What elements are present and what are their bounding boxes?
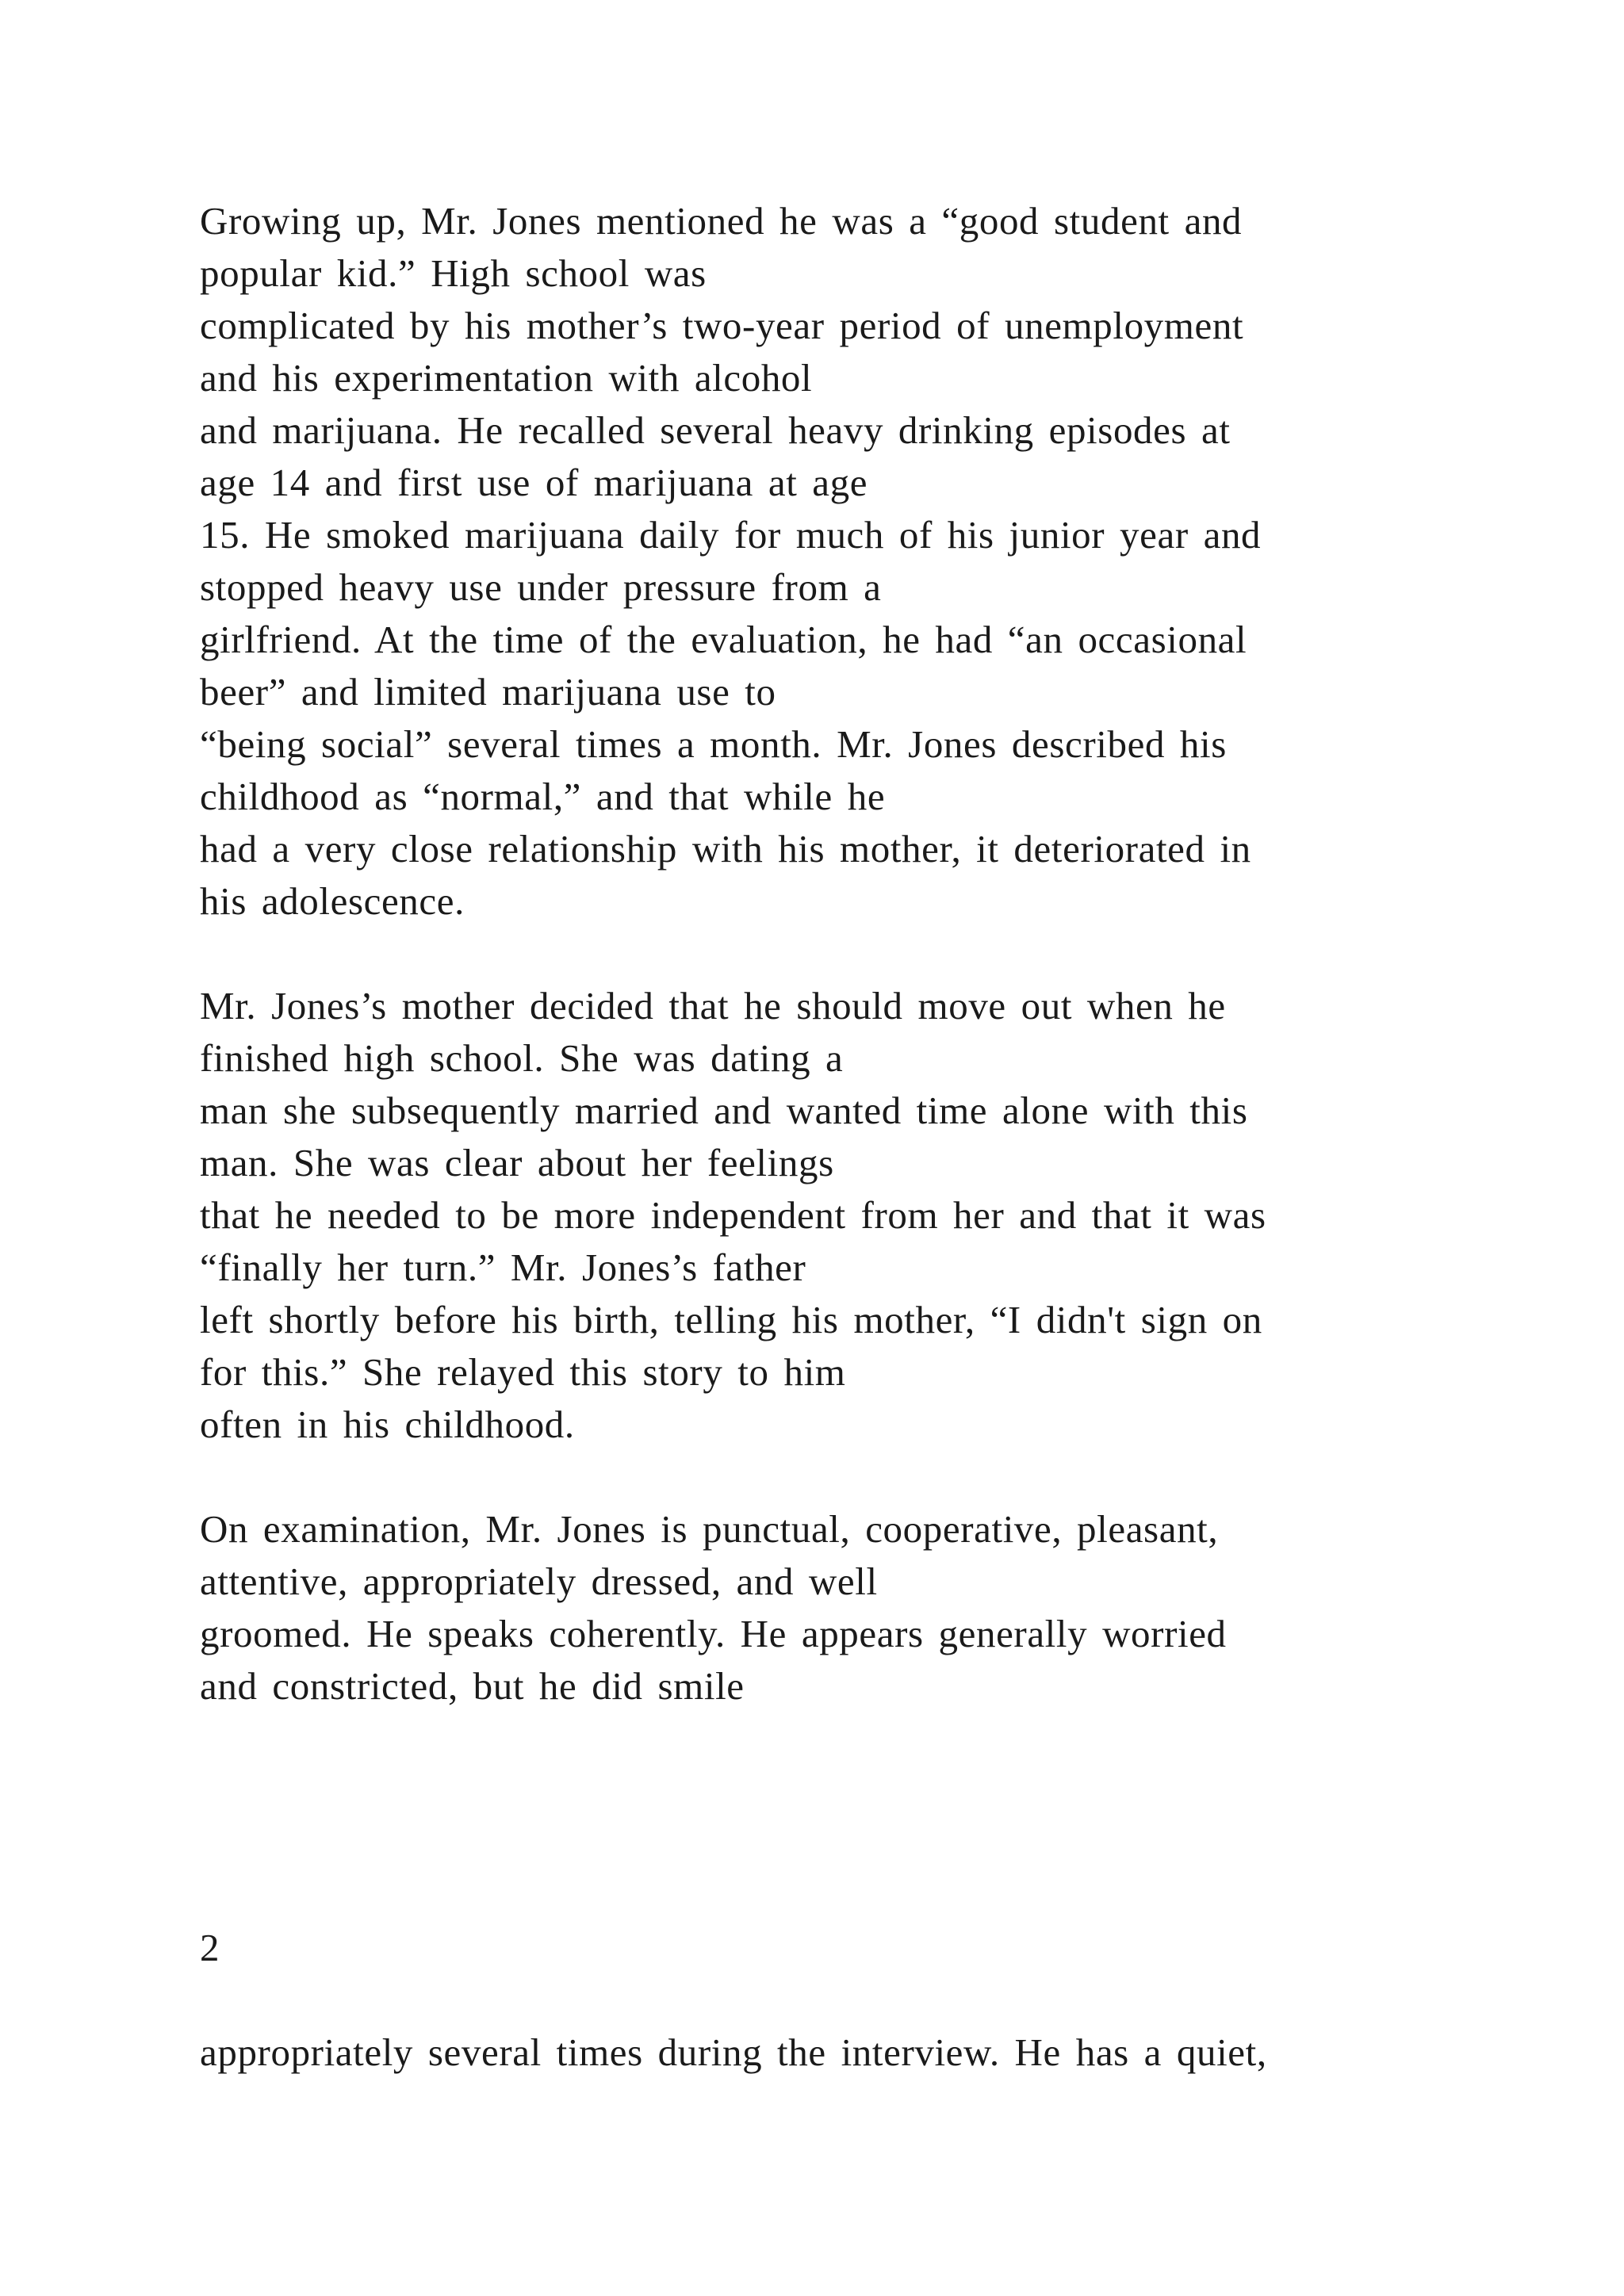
text-line: On examination, Mr. Jones is punctual, cooperative, pleasant, bbox=[200, 1507, 1219, 1551]
text-line: groomed. He speaks coherently. He appears generally worried bbox=[200, 1612, 1227, 1655]
text-line: and constricted, but he did smile bbox=[200, 1664, 745, 1708]
text-line: often in his childhood. bbox=[200, 1402, 575, 1446]
text-line: that he needed to be more independent from her and that it was bbox=[200, 1193, 1266, 1237]
text-line: left shortly before his birth, telling his mother, “I didn't sign on bbox=[200, 1298, 1262, 1341]
text-line: complicated by his mother’s two-year period of unemployment bbox=[200, 304, 1244, 347]
paragraph-background-history bbox=[200, 195, 1548, 928]
text-line: for this.” She relayed this story to him bbox=[200, 1350, 846, 1394]
text-line: Growing up, Mr. Jones mentioned he was a “good student and bbox=[200, 199, 1243, 243]
text-line: “being social” several times a month. Mr. Jones described his bbox=[200, 722, 1227, 766]
text-line: appropriately several times during the interview. He has a quiet, bbox=[200, 2030, 1267, 2074]
text-line: stopped heavy use under pressure from a bbox=[200, 565, 882, 609]
paragraph-family-history bbox=[200, 980, 1548, 1451]
text-line: Mr. Jones’s mother decided that he should move out when he bbox=[200, 984, 1226, 1027]
text-line: and marijuana. He recalled several heavy drinking episodes at bbox=[200, 408, 1231, 452]
text-line: beer” and limited marijuana use to bbox=[200, 670, 776, 714]
page-number bbox=[200, 1922, 1548, 1974]
text-line: childhood as “normal,” and that while he bbox=[200, 775, 886, 818]
text-line: had a very close relationship with his mother, it deteriorated in bbox=[200, 827, 1251, 871]
text-line: his adolescence. bbox=[200, 879, 465, 923]
text-line: man. She was clear about her feelings bbox=[200, 1141, 834, 1184]
text-line: finished high school. She was dating a bbox=[200, 1036, 844, 1080]
text-line: age 14 and first use of marijuana at age bbox=[200, 461, 868, 504]
text-line: 15. He smoked marijuana daily for much of his junior year and bbox=[200, 513, 1262, 557]
text-line: “finally her turn.” Mr. Jones’s father bbox=[200, 1246, 806, 1289]
text-line: attentive, appropriately dressed, and well bbox=[200, 1559, 878, 1603]
text-line: man she subsequently married and wanted time alone with this bbox=[200, 1089, 1248, 1132]
paragraph-continuation bbox=[200, 2026, 1548, 2079]
page-number-text: 2 bbox=[200, 1926, 220, 1969]
text-line: popular kid.” High school was bbox=[200, 251, 707, 295]
text-line: girlfriend. At the time of the evaluation, he had “an occasional bbox=[200, 618, 1247, 661]
text-line: and his experimentation with alcohol bbox=[200, 356, 813, 400]
paragraph-examination bbox=[200, 1503, 1548, 1712]
